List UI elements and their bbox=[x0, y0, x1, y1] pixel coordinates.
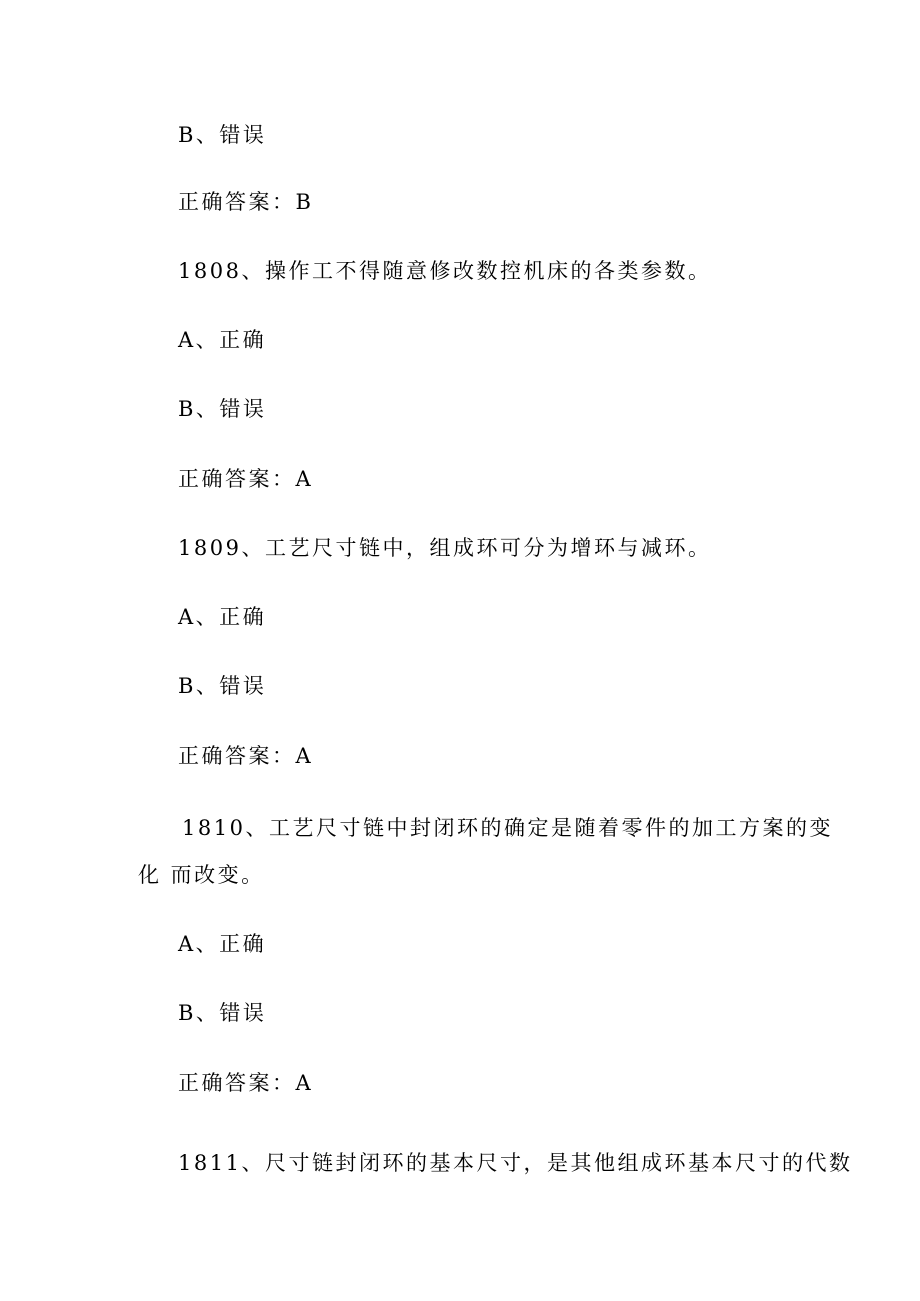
option-b-text: B、错误 bbox=[178, 123, 267, 147]
option-a-text: A、正确 bbox=[178, 328, 267, 352]
option-a-text: A、正确 bbox=[178, 605, 267, 629]
answer-text: 正确答案：B bbox=[178, 190, 314, 214]
option-a-text: A、正确 bbox=[178, 932, 267, 956]
answer-text: 正确答案：A bbox=[178, 744, 314, 768]
option-b-text: B、错误 bbox=[178, 397, 267, 421]
question-1810: 1810、工艺尺寸链中封闭环的确定是随着零件的加工方案的变 bbox=[182, 816, 833, 840]
answer-text: 正确答案：A bbox=[178, 1071, 314, 1095]
question-1809: 1809、工艺尺寸链中，组成环可分为增环与减环。 bbox=[178, 536, 712, 560]
question-1808: 1808、操作工不得随意修改数控机床的各类参数。 bbox=[178, 259, 712, 283]
answer-text: 正确答案：A bbox=[178, 467, 314, 491]
question-1811: 1811、尺寸链封闭环的基本尺寸，是其他组成环基本尺寸的代数 bbox=[178, 1151, 853, 1175]
question-1810-continued: 化 而改变。 bbox=[138, 863, 265, 887]
option-b-text: B、错误 bbox=[178, 674, 267, 698]
option-b-text: B、错误 bbox=[178, 1001, 267, 1025]
